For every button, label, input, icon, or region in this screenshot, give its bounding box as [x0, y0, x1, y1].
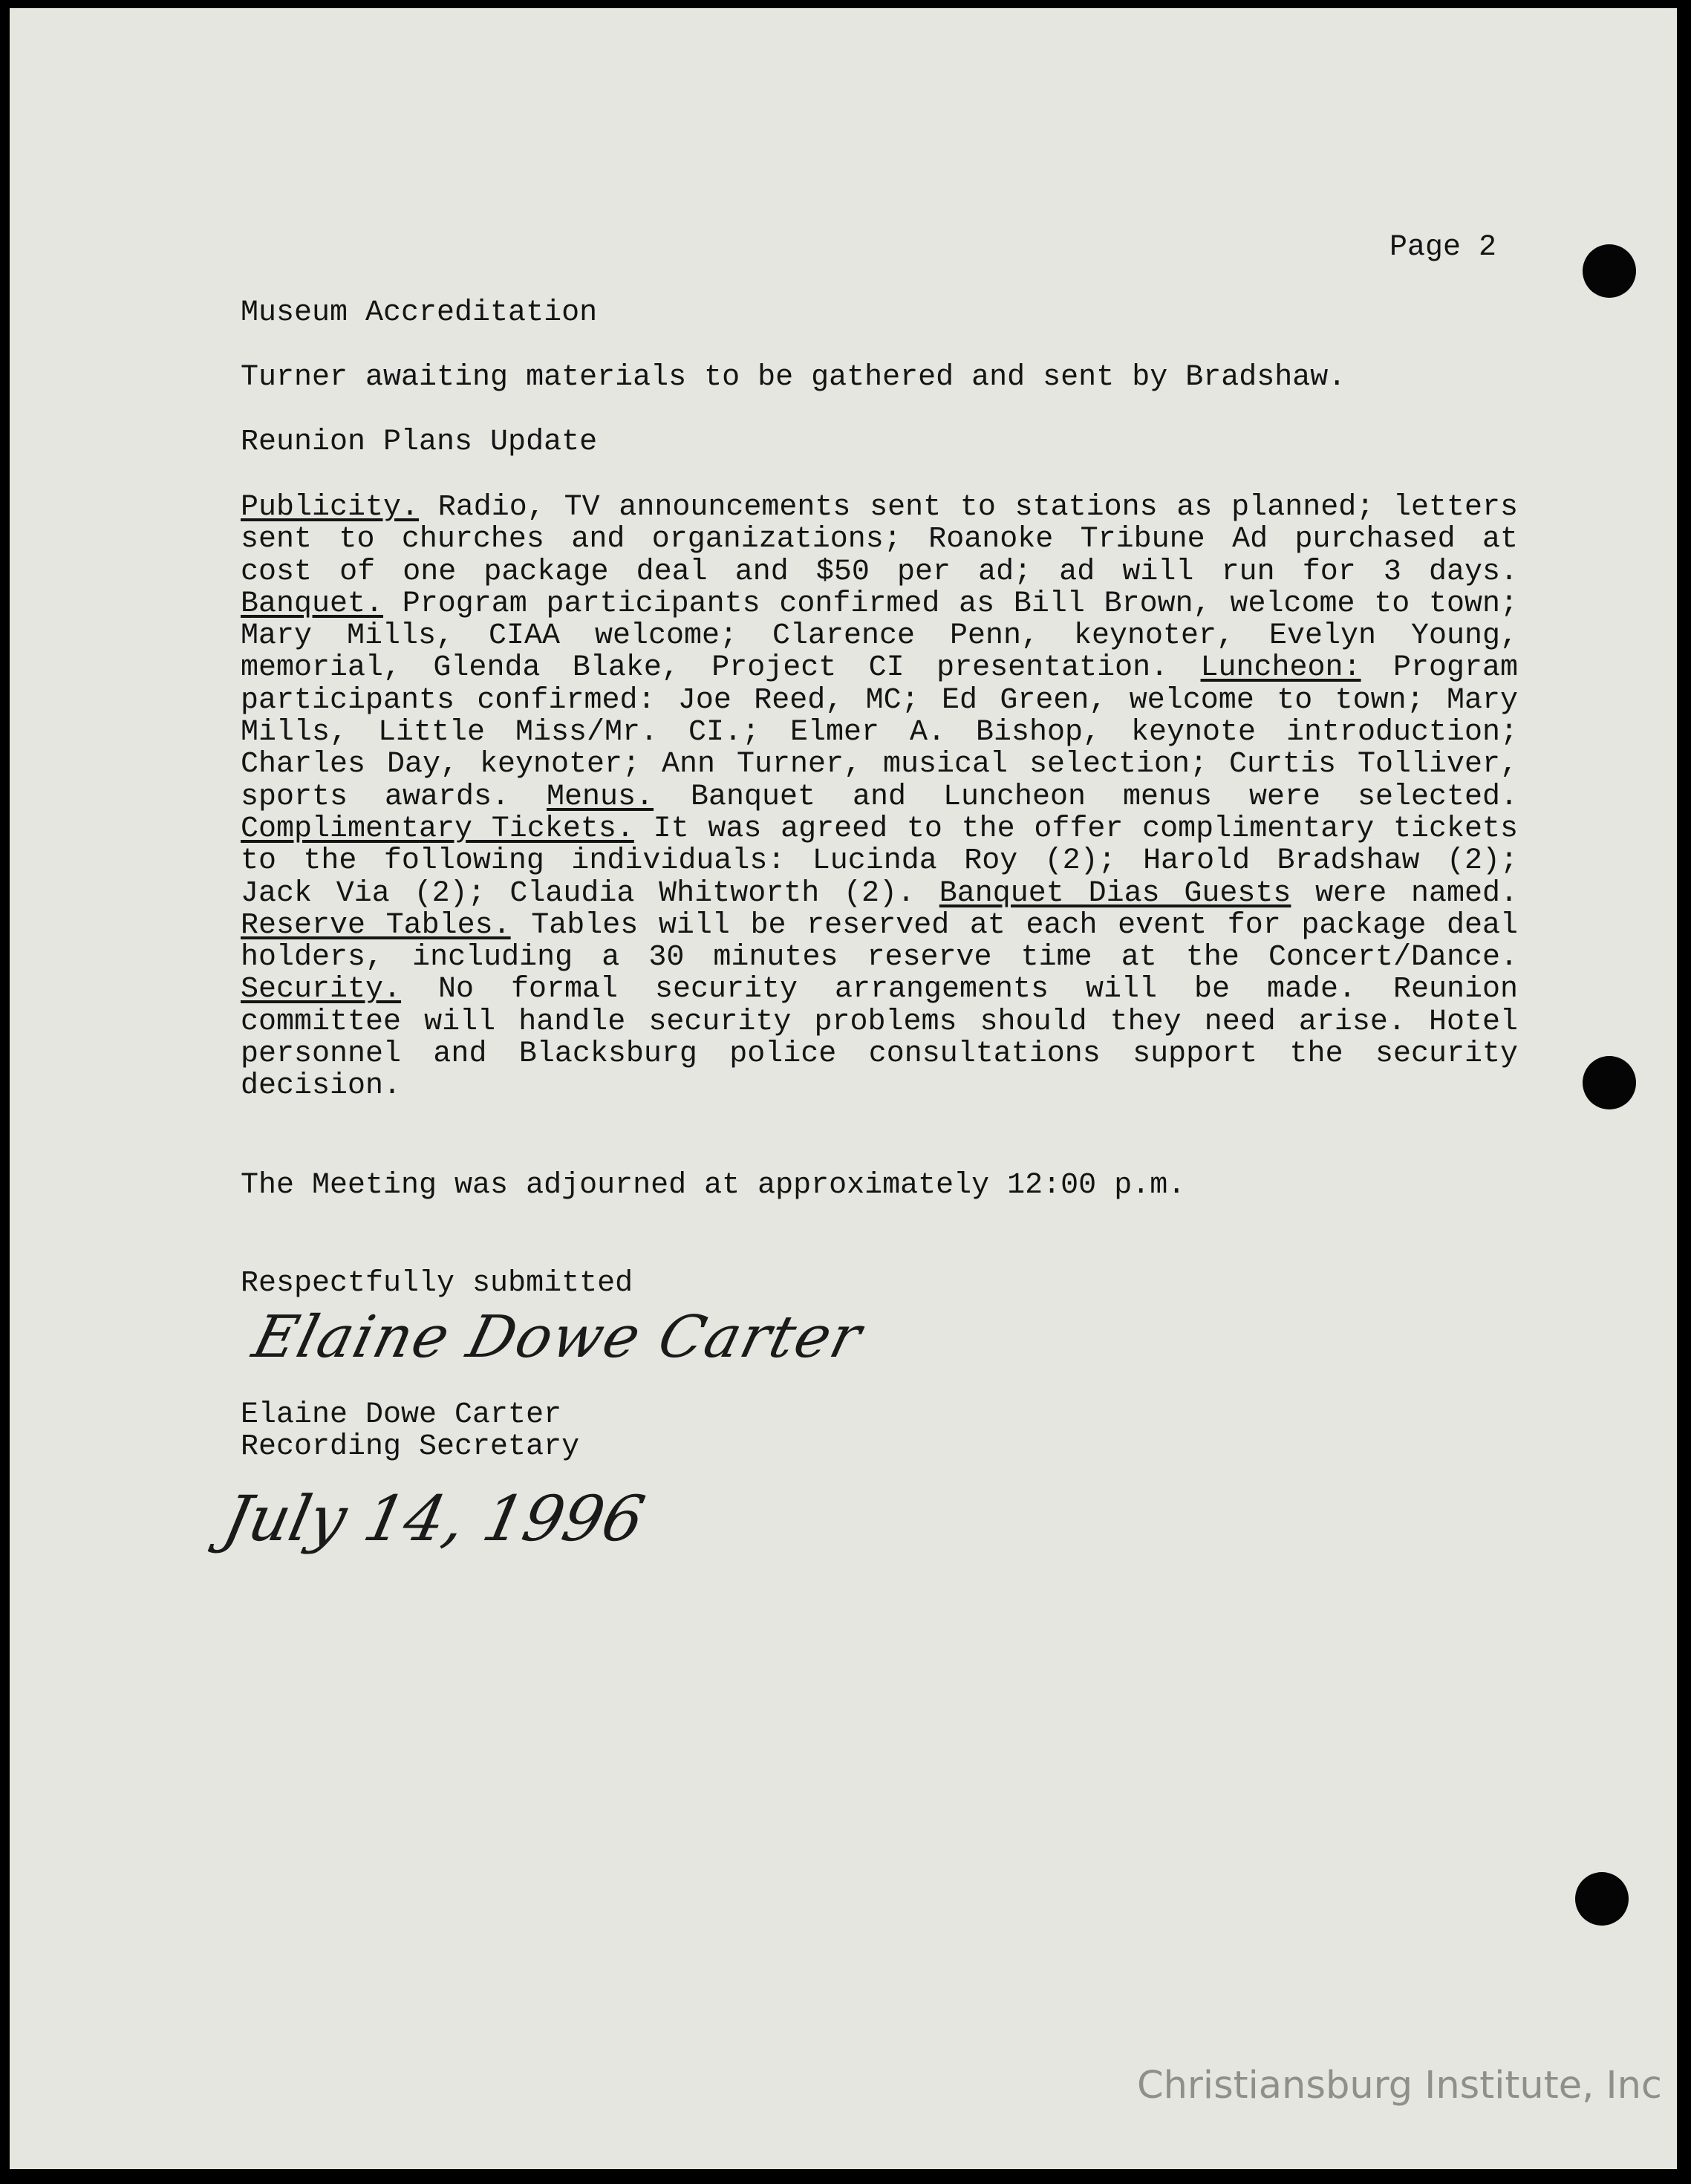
menus-text: Banquet and Luncheon menus were selected.: [654, 780, 1518, 814]
menus-label: Menus.: [547, 780, 654, 814]
binder-hole-middle: [1583, 1056, 1636, 1109]
security-text: No formal security arrangements will be made. Reunion committee will handle security problems should they need arise. Hotel personnel and Blacksburg police consultations support the security decision.: [241, 973, 1518, 1104]
security-label: Security.: [241, 973, 402, 1007]
tickets-label: Complimentary Tickets.: [241, 812, 634, 846]
reserve-text: Tables will be reserved at each event for package deal holders, including a 30 minutes reserve time at the Concert/Dance.: [241, 908, 1518, 975]
luncheon-text: Program participants confirmed: Joe Reed, MC; Ed Green, welcome to town; Mary Mills, Little Miss/Mr. CI.; Elmer A. Bishop, keynote introduction; Charles Day, keynoter; Ann Turner, musical selection; Curtis Tolliver, sports awards.: [241, 651, 1518, 814]
respectfully-submitted: Respectfully submitted: [241, 1267, 633, 1300]
binder-hole-top: [1583, 244, 1636, 298]
banquet-text: Program participants confirmed as Bill Brown, welcome to town; Mary Mills, CIAA welcome; Clarence Penn, keynoter, Evelyn Young, memorial, Glenda Blake, Project CI presentation.: [241, 587, 1518, 685]
binder-hole-bottom: [1575, 1872, 1629, 1926]
dias-label: Banquet Dias Guests: [939, 876, 1291, 910]
tickets-text: It was agreed to the offer complimentary tickets to the following individuals: Lucinda Roy (2); Harold Bradshaw (2); Jack Via (2); Claudia Whitworth (2).: [241, 812, 1518, 910]
document-page: [10, 8, 1677, 2169]
secretary-title: Recording Secretary: [241, 1430, 580, 1464]
publicity-text: Radio, TV announcements sent to stations as planned; letters sent to churches and organizations; Roanoke Tribune Ad purchased at cost of one package deal and $50 per ad; ad will run for 3 days.: [241, 491, 1518, 589]
museum-heading: Museum Accreditation: [241, 296, 598, 330]
handwritten-signature: Elaine Dowe Carter: [246, 1304, 870, 1371]
reserve-label: Reserve Tables.: [241, 908, 511, 942]
page-number: Page 2: [1389, 231, 1497, 264]
watermark: Christiansburg Institute, Inc: [1137, 2064, 1662, 2108]
luncheon-label: Luncheon:: [1200, 651, 1361, 685]
adjourned-text: The Meeting was adjourned at approximately 12:00 p.m.: [241, 1169, 1186, 1202]
dias-text: were named.: [1291, 876, 1518, 910]
reunion-plans-paragraph: [241, 492, 1518, 1103]
banquet-label: Banquet.: [241, 587, 384, 621]
museum-text: Turner awaiting materials to be gathered and sent by Bradshaw.: [241, 361, 1346, 394]
handwritten-date: July 14, 1996: [217, 1482, 651, 1555]
publicity-label: Publicity.: [241, 491, 420, 524]
secretary-name: Elaine Dowe Carter: [241, 1398, 562, 1432]
reunion-heading: Reunion Plans Update: [241, 426, 598, 459]
